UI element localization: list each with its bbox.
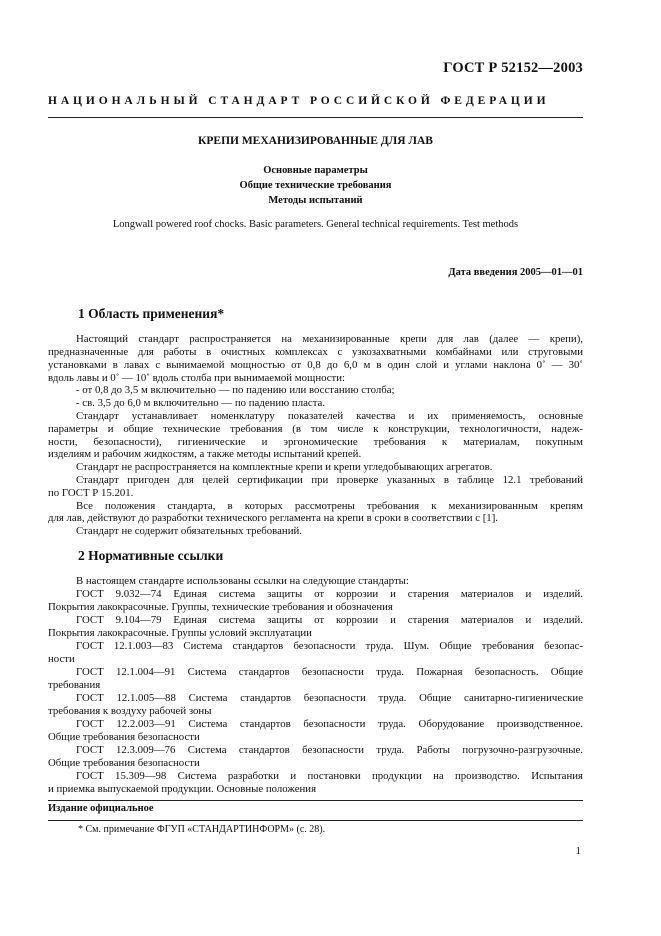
document-title: КРЕПИ МЕХАНИЗИРОВАННЫЕ ДЛЯ ЛАВ — [198, 135, 433, 147]
section-1-line: Настоящий стандарт распространяется на механизированные крепи для лав (далее — крепи), — [76, 333, 583, 345]
page-number: 1 — [575, 845, 581, 857]
section-1-line: по ГОСТ Р 15.201. — [48, 487, 134, 499]
section-1-line: Стандарт не содержит обязательных требований. — [76, 525, 302, 537]
reference-entry-cont: Общие требования безопасности — [48, 731, 200, 743]
reference-entry: ГОСТ 15.309—98 Система разработки и постановки продукции на производство. Испытания — [76, 770, 583, 782]
reference-entry: ГОСТ 12.3.009—76 Система стандартов безопасности труда. Работы погрузочно-разгрузочные. — [76, 744, 583, 756]
standard-number: ГОСТ Р 52152—2003 — [443, 60, 583, 76]
national-standard-banner: НАЦИОНАЛЬНЫЙ СТАНДАРТ РОССИЙСКОЙ ФЕДЕРАЦИИ — [48, 95, 550, 107]
section-1-line: вдоль лавы и 0˚ — 10˚ вдоль столба при вынимаемой мощности: — [48, 372, 346, 384]
section-1-line: изделиям и рабочим жидкостям, а также методы испытаний крепей. — [48, 448, 362, 460]
section-1-line: предназначенные для работы в очистных комплексах с узкозахватными комбайнами или струговыми — [48, 346, 583, 358]
english-title: Longwall powered roof chocks. Basic parameters. General technical requirements. Test methods — [112, 219, 519, 230]
introduction-date: Дата введения 2005—01—01 — [448, 267, 583, 278]
section-1-line: Стандарт не распространяется на комплектные крепи и крепи угледобывающих агрегатов. — [76, 461, 493, 473]
reference-entry-cont: и приемка выпускаемой продукции. Основные положения — [48, 783, 317, 795]
section-1-line: параметры и общие технические требования (в том числе к конструкции, технологичности, надеж- — [48, 423, 583, 435]
document-subtitle-2: Общие технические требования — [239, 180, 392, 191]
section-1-line: Стандарт устанавливает номенклатуру показателей качества и их применяемость, основные — [76, 410, 583, 422]
section-1-line: Все положения стандарта, в которых рассмотрены требования к механизированным крепям — [76, 500, 583, 512]
footnote-divider — [48, 820, 583, 821]
document-subtitle-3: Методы испытаний — [268, 195, 363, 206]
section-1-line: Стандарт пригоден для целей сертификации при проверке указанных в таблице 12.1 требований — [76, 474, 583, 486]
footnote: * См. примечание ФГУП «СТАНДАРТИНФОРМ» (с. 28). — [78, 824, 326, 835]
reference-entry-cont: требования к воздуху рабочей зоны — [48, 705, 212, 717]
reference-entry: ГОСТ 12.1.004—91 Система стандартов безопасности труда. Пожарная безопасность. Общие — [76, 666, 583, 678]
section-1-line: ности, безопасности), гигиенические и эргономические требования к материалам, покупным — [48, 436, 583, 448]
section-1-line: установками в лавах с вынимаемой мощностью от 0,8 до 6,0 м в один слой и углами наклона 0˚ — 30˚ — [48, 359, 583, 371]
document-subtitle-1: Основные параметры — [263, 165, 368, 176]
section-1-list-item: - св. 3,5 до 6,0 м включительно — по падению пласта. — [76, 397, 326, 409]
reference-entry: ГОСТ 12.1.003—83 Система стандартов безопасности труда. Шум. Общие требования безопас- — [76, 640, 583, 652]
reference-entry-cont: Покрытия лакокрасочные. Группы, технические требования и обозначения — [48, 601, 393, 613]
footer-divider — [48, 800, 583, 801]
section-1-list-item: - от 0,8 до 3,5 м включительно — по падению или восстанию столба; — [76, 384, 395, 396]
reference-entry: ГОСТ 12.1.005—88 Система стандартов безопасности труда. Общие санитарно-гигиенические — [76, 692, 583, 704]
reference-entry-cont: Покрытия лакокрасочные. Группы условий эксплуатации — [48, 627, 312, 639]
header-divider — [48, 117, 583, 118]
section-1-heading: 1 Область применения* — [78, 306, 225, 321]
section-2-heading: 2 Нормативные ссылки — [78, 548, 224, 563]
reference-entry-cont: ности — [48, 653, 75, 665]
official-edition-label: Издание официальное — [48, 803, 154, 814]
section-1-line: для лав, действуют до разработки технического регламента на крепи в сроки в соответствии с [1]. — [48, 512, 498, 524]
reference-entry-cont: Общие требования безопасности — [48, 757, 200, 769]
reference-entry: ГОСТ 12.2.003—91 Система стандартов безопасности труда. Оборудование производственное. — [76, 718, 583, 730]
section-2-line: В настоящем стандарте использованы ссылки на следующие стандарты: — [76, 575, 409, 587]
reference-entry-cont: требования — [48, 679, 101, 691]
reference-entry: ГОСТ 9.032—74 Единая система защиты от коррозии и старения материалов и изделий. — [76, 588, 583, 600]
reference-entry: ГОСТ 9.104—79 Единая система защиты от коррозии и старения материалов и изделий. — [76, 614, 583, 626]
